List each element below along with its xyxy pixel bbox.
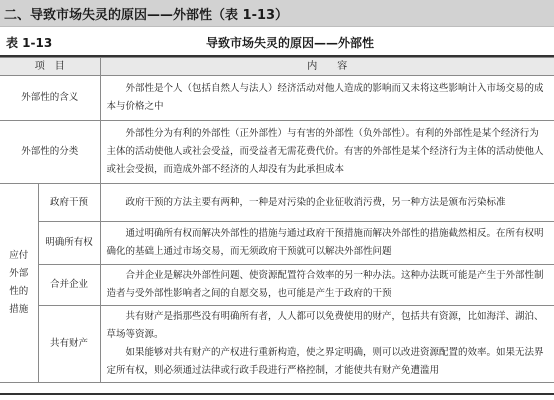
row-content-meaning: 外部性是个人（包括自然人与法人）经济活动对他人造成的影响而又未将这些影响计入市场交易的成本与价格之中 xyxy=(100,76,554,121)
table-row xyxy=(0,222,554,265)
sub-label-common-property: 共有财产 xyxy=(38,306,100,383)
sub-label-ownership: 明确所有权 xyxy=(38,222,100,265)
row-label-classification: 外部性的分类 xyxy=(0,121,100,184)
section-heading-bar xyxy=(0,0,554,27)
table-header-row xyxy=(0,58,554,76)
header-item: 项 目 xyxy=(0,58,100,76)
row-content-classification: 外部性分为有利的外部性（正外部性）与有害的外部性（负外部性）。有利的外部性是某个经济行为主体的活动使他人或社会受益，而受益者无需花费代价。有害的外部性是某个经济行为主体的活动使他人或社会受损，而造成外部不经济的人却没有为此承担成本 xyxy=(100,121,554,184)
table-row xyxy=(0,184,554,222)
row-label-meaning: 外部性的含义 xyxy=(0,76,100,121)
table-bottom-rule xyxy=(0,393,554,395)
sub-content-government: 政府干预的方法主要有两种，一种是对污染的企业征收消污费，另一种方法是颁布污染标准 xyxy=(100,184,554,222)
sub-label-government: 政府干预 xyxy=(38,184,100,222)
common-property-paragraph: 如果能够对共有财产的产权进行重新构造，使之界定明确，则可以改进资源配置的效率。如果无法界定所有权，则必须通过法律或行政手段进行严格控制，才能使共有财产免遭滥用 xyxy=(106,347,544,376)
externality-table xyxy=(0,57,554,383)
sub-label-merger: 合并企业 xyxy=(38,265,100,306)
header-content: 内 容 xyxy=(100,58,554,76)
table-number: 表 1-13 xyxy=(6,36,53,50)
section-heading: 二、导致市场失灵的原因——外部性（表 1-13） xyxy=(4,8,289,23)
sub-content-merger: 合并企业是解决外部性问题、使资源配置符合效率的另一种办法。这种办法既可能是产生于外部性制造者与受外部性影响者之间的自愿交易，也可能是产生于政府的干预 xyxy=(100,265,554,306)
common-property-paragraph: 共有财产是指那些没有明确所有者，人人都可以免费使用的财产，包括共有资源，比如海洋、湖泊、草场等资源。 xyxy=(106,311,544,340)
group-label-measures: 应付外部性的措施 xyxy=(0,184,38,383)
table-row xyxy=(0,76,554,121)
table-row xyxy=(0,265,554,306)
table-title: 导致市场失灵的原因——外部性 xyxy=(205,36,374,50)
table-row xyxy=(0,306,554,383)
sub-content-common-property xyxy=(100,306,554,383)
table-row xyxy=(0,121,554,184)
sub-content-ownership: 通过明确所有权而解决外部性的措施与通过政府干预措施而解决外部性的措施截然相反。在所有权明确化的基础上通过市场交易，而无须政府干预就可以解决外部性问题 xyxy=(100,222,554,265)
